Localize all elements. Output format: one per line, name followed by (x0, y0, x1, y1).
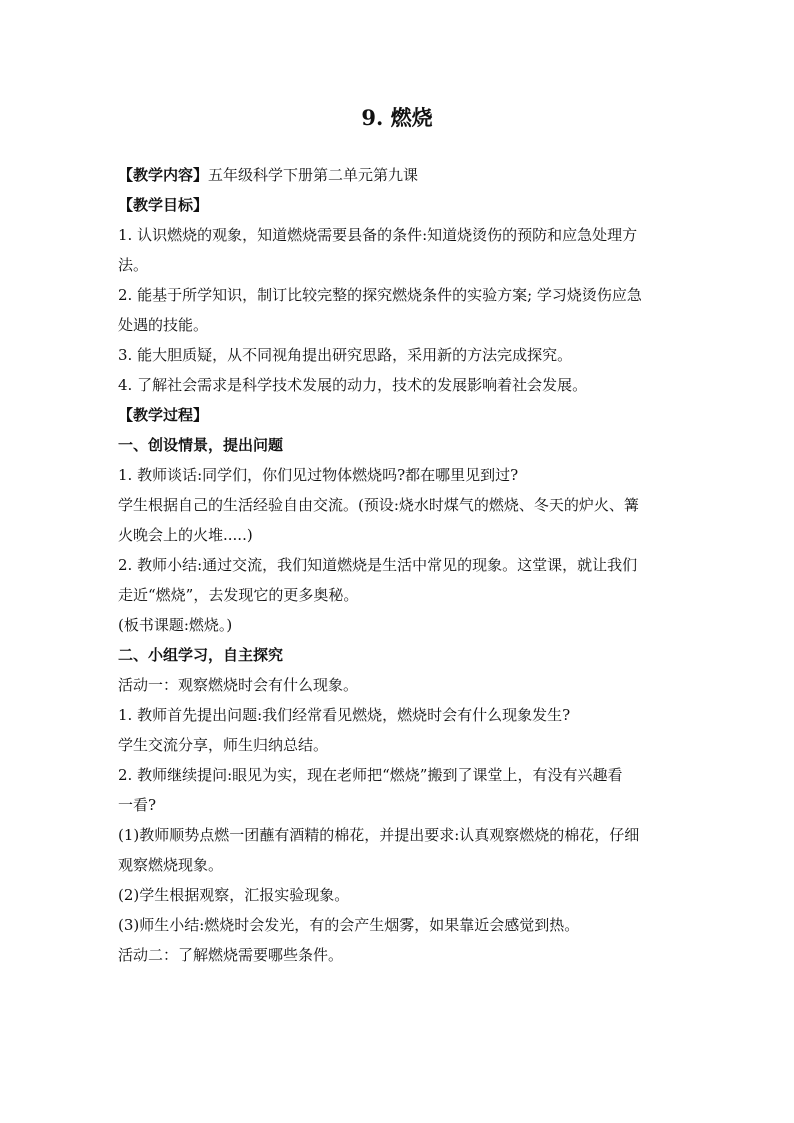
paragraph-line: 学生根据自己的生活经验自由交流。(预设:烧水时煤气的燃烧、冬天的炉火、篝 (118, 496, 639, 514)
teaching-goals-label: 【教学目标】 (118, 196, 209, 214)
paragraph-line: (1)教师顺势点燃一团蘸有酒精的棉花，并提出要求:认真观察燃烧的棉花，仔细 (118, 826, 640, 844)
teaching-content-label: 【教学内容】 (118, 166, 209, 184)
document-body (118, 160, 698, 970)
paragraph-line: 观察燃烧现象。 (118, 856, 224, 874)
teaching-content-text: 五年级科学下册第二单元第九课 (208, 166, 419, 184)
section-heading: 二、小组学习，自主探究 (118, 646, 284, 664)
paragraph-line: 活动二：了解燃烧需要哪些条件。 (118, 946, 344, 964)
paragraph-line: 一看? (118, 796, 157, 814)
section-heading: 一、创设情景，提出问题 (118, 436, 284, 454)
paragraph-line: (2)学生根据观察，汇报实验现象。 (118, 886, 350, 904)
document-title: 9. 燃烧 (361, 105, 433, 130)
paragraph-line: 1. 教师首先提出问题:我们经常看见燃烧，燃烧时会有什么现象发生? (118, 706, 571, 724)
paragraph-line: 2. 教师小结:通过交流，我们知道燃烧是生活中常见的现象。这堂课，就让我们 (118, 556, 638, 574)
goal-line: 3. 能大胆质疑，从不同视角提出研究思路，采用新的方法完成探究。 (118, 346, 573, 364)
paragraph-line: 活动一：观察燃烧时会有什么现象。 (118, 676, 359, 694)
paragraph-line: (板书课题:燃烧。) (118, 616, 233, 634)
teaching-process-label: 【教学过程】 (118, 406, 209, 424)
paragraph-line: (3)师生小结:燃烧时会发光，有的会产生烟雾，如果靠近会感觉到热。 (118, 916, 580, 934)
goal-line: 2. 能基于所学知识，制订比较完整的探究燃烧条件的实验方案; 学习烧烫伤应急 (118, 286, 642, 304)
paragraph-line: 学生交流分享，师生归纳总结。 (118, 736, 329, 754)
goal-line: 法。 (118, 256, 149, 274)
paragraph-line: 2. 教师继续提问:眼见为实，现在老师把“燃烧”搬到了课堂上，有没有兴趣看 (118, 766, 623, 784)
paragraph-line: 走近“燃烧”，去发现它的更多奥秘。 (118, 586, 359, 604)
teaching-content-line (118, 160, 698, 190)
goal-line: 处遇的技能。 (118, 316, 209, 334)
goal-line: 1. 认识燃烧的观象，知道燃烧需要县备的条件:知道烧烫伤的预防和应急处理方 (118, 226, 638, 244)
goal-line: 4. 了解社会需求是科学技术发展的动力，技术的发展影响着社会发展。 (118, 376, 588, 394)
paragraph-line: 火晚会上的火堆.....) (118, 526, 253, 544)
paragraph-line: 1. 教师谈话:同学们，你们见过物体燃烧吗?都在哪里见到过? (118, 466, 519, 484)
